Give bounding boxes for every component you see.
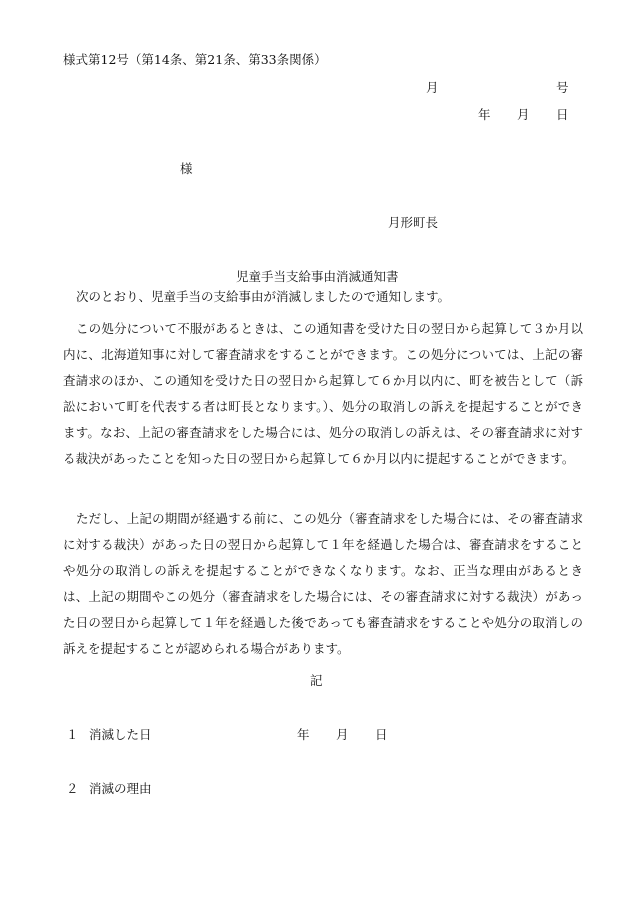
item-1-number: １	[66, 727, 79, 742]
date-month: 月	[517, 107, 530, 122]
item-2-number: ２	[66, 781, 79, 796]
item-2-label: 消滅の理由	[89, 781, 152, 796]
item-1-day: 日	[375, 727, 388, 742]
date-year: 年	[478, 107, 491, 122]
ki-heading: 記	[310, 673, 323, 688]
item-1-month: 月	[336, 727, 349, 742]
item-1-label: 消滅した日	[89, 727, 152, 742]
reference-number: 号	[556, 80, 569, 95]
reference-month: 月	[426, 80, 439, 95]
issuer: 月形町長	[388, 215, 439, 230]
appeal-paragraph-1: この処分について不服があるときは、この通知書を受けた日の翌日から起算して３か月以内に、北海道知事に対して審査請求をすることができます。この処分については、上記の審査請求のほか、この通知を受けた日の翌日から起算して６か月以内に、町を被告として（訴訟において町を代表する者は町長となります。）、処分の取消しの訴えを提起することができます。なお、上記の審査請求をした場合には、処分の取消しの訴えは、その審査請求に対する裁決があったことを知った日の翌日から起算して６か月以内に提起することができます。	[63, 321, 583, 466]
document-title: 児童手当支給事由消滅通知書	[236, 269, 399, 284]
appeal-paragraph-2: ただし、上記の期間が経過する前に、この処分（審査請求をした場合には、その審査請求に対する裁決）があった日の翌日から起算して１年を経過した場合は、審査請求をすることや処分の取消しの訴えを提起することができなくなります。なお、正当な理由があるときは、上記の期間やこの処分（審査請求をした場合には、その審査請求に対する裁決）があった日の翌日から起算して１年を経過した後であっても審査請求をすることや処分の取消しの訴えを提起することが認められる場合があります。	[63, 511, 583, 656]
recipient-honorific: 様	[180, 161, 193, 176]
form-number: 様式第12号（第14条、第21条、第33条関係）	[63, 52, 327, 67]
intro-paragraph: 次のとおり、児童手当の支給事由が消滅しましたので通知します。	[76, 289, 451, 304]
date-day: 日	[556, 107, 569, 122]
item-1-year: 年	[297, 727, 310, 742]
